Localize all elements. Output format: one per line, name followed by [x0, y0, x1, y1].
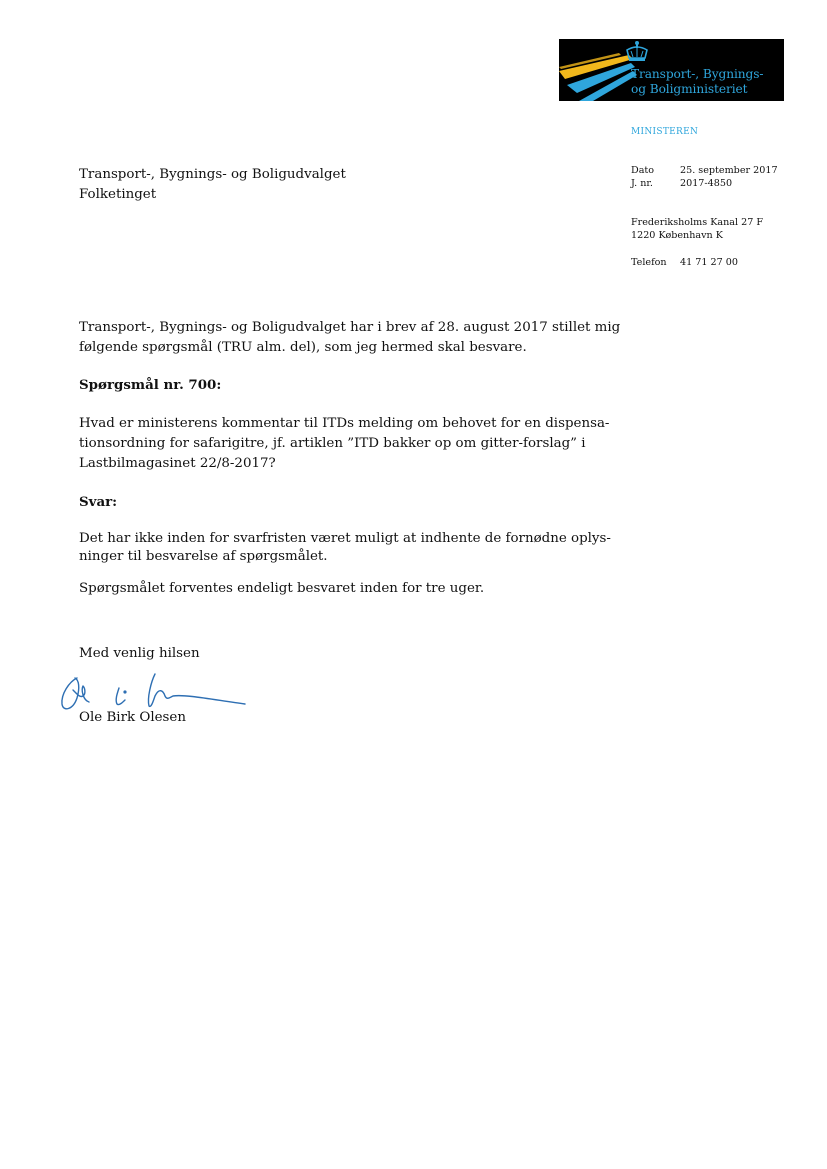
- phone-row: [631, 257, 738, 268]
- jnr-value: 2017-4850: [680, 178, 733, 189]
- logo-text-line2: og Boligministeriet: [631, 82, 748, 96]
- ministry-logo: [559, 39, 784, 101]
- phone-label: Telefon: [631, 257, 667, 268]
- address-line1: Frederiksholms Kanal 27 F: [631, 217, 764, 228]
- address-line2: 1220 København K: [631, 230, 723, 241]
- question-line2: tionsordning for safarigitre, jf. artiklen ”ITD bakker op om gitter-forslag” i: [79, 436, 586, 451]
- jnr-row: [631, 178, 732, 189]
- sender-title: MINISTEREN: [631, 127, 699, 137]
- phone-value: 41 71 27 00: [680, 257, 738, 268]
- question-line1: Hvad er ministerens kommentar til ITDs melding om behovet for en dispensa-: [79, 416, 610, 431]
- answer-line3: Spørgsmålet forventes endeligt besvaret inden for tre uger.: [79, 581, 485, 596]
- signer-name: Ole Birk Olesen: [79, 710, 186, 725]
- greeting: Med venlig hilsen: [79, 646, 200, 661]
- question-line3: Lastbilmagasinet 22/8-2017?: [79, 456, 276, 471]
- jnr-label: J. nr.: [631, 178, 653, 189]
- answer-line1: Det har ikke inden for svarfristen været muligt at indhente de fornødne oplys-: [79, 531, 611, 546]
- logo-text-line1: Transport-, Bygnings-: [631, 67, 764, 81]
- recipient-line1: Transport-, Bygnings- og Boligudvalget: [79, 167, 346, 182]
- intro-line2: følgende spørgsmål (TRU alm. del), som jeg hermed skal besvare.: [79, 340, 527, 355]
- date-value: 25. september 2017: [680, 165, 778, 176]
- crown-icon: [623, 40, 651, 64]
- date-label: Dato: [631, 165, 655, 176]
- date-row: [631, 165, 778, 176]
- question-heading: Spørgsmål nr. 700:: [79, 377, 222, 393]
- answer-heading: Svar:: [79, 494, 118, 510]
- intro-line1: Transport-, Bygnings- og Boligudvalget har i brev af 28. august 2017 stillet mig: [79, 320, 621, 335]
- answer-line2: ninger til besvarelse af spørgsmålet.: [79, 549, 328, 564]
- recipient-line2: Folketinget: [79, 187, 157, 202]
